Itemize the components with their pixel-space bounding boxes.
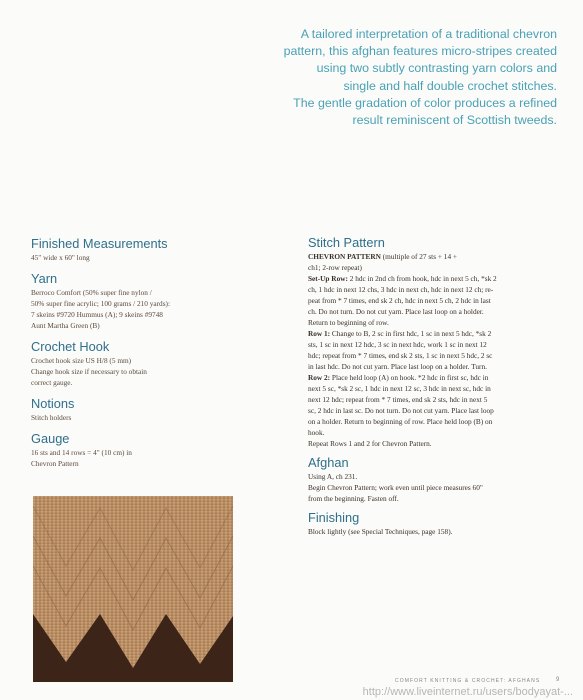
row1-label: Row 1: [308, 329, 331, 338]
intro-line: result reminiscent of Scottish tweeds. [352, 113, 557, 128]
setup-row-label: Set-Up Row: [308, 274, 348, 283]
finished-measurements-text: 45" wide x 60" long [31, 253, 90, 262]
page-number: 9 [556, 677, 560, 683]
yarn-line: Berroco Comfort (50% super fine nylon / [31, 288, 152, 297]
row2-line: sc, 2 hdc in last sc. Do not turn. Do not cut yarn. Place last loop [308, 406, 494, 415]
yarn-section [31, 271, 246, 331]
setup-row-line: ch, 1 hdc in next 12 chs, 3 hdc in next ch, hdc in next 12 ch; re- [308, 285, 494, 294]
afghan-line: Begin Chevron Pattern; work even until piece measures 60" [308, 483, 483, 492]
materials-column [31, 236, 246, 477]
finished-measurements-section [31, 236, 246, 263]
gauge-line: Chevron Pattern [31, 459, 79, 468]
crochet-hook-line: correct gauge. [31, 378, 73, 387]
instructions-column [308, 235, 558, 543]
afghan-line: Using A, ch 231. [308, 472, 358, 481]
chevron-pattern-repeat-note: ch1; 2-row repeat) [308, 263, 362, 272]
intro-line: The gentle gradation of color produces a refined [293, 95, 557, 110]
row2-label: Row 2: [308, 373, 331, 382]
intro-blurb [222, 26, 557, 129]
row2-line: next 12 hdc; repeat from * 7 times, end sk 2 sts, hdc in next 5 [308, 395, 488, 404]
row2-text: Place held loop (A) on hook. *2 hdc in first sc, hdc in [330, 373, 489, 382]
crochet-hook-section [31, 339, 246, 388]
row1-line: sts, 1 sc in next 12 hdc, 3 sc in next hdc, work 1 sc in next 12 [308, 340, 487, 349]
chevron-pattern-multiple: (multiple of 27 sts + 14 + [380, 252, 458, 261]
afghan-section [308, 455, 558, 504]
running-head: COMFORT KNITTING & CROCHET: AFGHANS [395, 678, 541, 684]
finishing-line: Block lightly (see Special Techniques, page 158). [308, 527, 453, 536]
yarn-heading: Yarn [31, 271, 58, 286]
crochet-hook-line: Change hook size if necessary to obtain [31, 367, 147, 376]
afghan-heading: Afghan [308, 455, 349, 470]
intro-line: A tailored interpretation of a traditional chevron [300, 27, 557, 41]
finishing-heading: Finishing [308, 510, 360, 525]
yarn-line: 7 skeins #9720 Hummus (A); 9 skeins #9748 [31, 310, 163, 319]
crochet-hook-line: Crochet hook size US H/8 (5 mm) [31, 356, 132, 365]
gauge-heading: Gauge [31, 431, 70, 446]
finishing-section [308, 510, 558, 537]
notions-line: Stitch holders [31, 413, 72, 422]
stitch-pattern-heading: Stitch Pattern [308, 235, 385, 250]
row2-line: next 5 sc, *sk 2 sc, 1 hdc in next 12 sc, 3 hdc in next sc, hdc in [308, 384, 491, 393]
notions-heading: Notions [31, 396, 75, 411]
afghan-swatch-photo [33, 496, 233, 682]
stitch-pattern-section [308, 235, 558, 449]
gauge-line: 16 sts and 14 rows = 4" (10 cm) in [31, 448, 132, 457]
chevron-pattern-title [308, 251, 558, 262]
row1-line: in last hdc. Do not cut yarn. Place last loop on a holder. Turn. [308, 362, 487, 371]
finished-measurements-heading: Finished Measurements [31, 236, 168, 251]
row1-first-line [308, 328, 558, 339]
intro-line: pattern, this afghan features micro-stripes created [283, 44, 557, 59]
afghan-line: from the beginning. Fasten off. [308, 494, 399, 503]
row2-first-line [308, 372, 558, 383]
setup-row-line: Return to beginning of row. [308, 318, 389, 327]
notions-section [31, 396, 246, 423]
row1-line: hdc; repeat from * 7 times, end sk 2 sts, 1 sc in next 5 hdc, 2 sc [308, 351, 493, 360]
row2-line: hook. [308, 428, 325, 437]
intro-line: using two subtly contrasting yarn colors and [316, 61, 557, 76]
watermark-url: http://www.liveinternet.ru/users/bodyayat-... [362, 686, 573, 698]
row2-line: on a holder. Return to beginning of row. Place held loop (B) on [308, 417, 493, 426]
setup-row-line: peat from * 7 times, end sk 2 ch, hdc in next 5 ch, 2 hdc in last [308, 296, 491, 305]
gauge-section [31, 431, 246, 469]
chevron-afghan-image [33, 496, 233, 682]
setup-row-text: 2 hdc in 2nd ch from hook, hdc in next 5 ch, *sk 2 [347, 274, 497, 283]
setup-row-line: ch. Do not turn. Do not cut yarn. Place last loop on a holder. [308, 307, 484, 316]
repeat-instruction: Repeat Rows 1 and 2 for Chevron Pattern. [308, 439, 432, 448]
chevron-pattern-label: CHEVRON PATTERN [308, 252, 381, 261]
yarn-line: Aunt Martha Green (B) [31, 321, 100, 330]
setup-row-first-line [308, 273, 558, 284]
crochet-hook-heading: Crochet Hook [31, 339, 110, 354]
intro-line: single and half double crochet stitches. [343, 78, 557, 93]
yarn-line: 50% super fine acrylic; 100 grams / 210 yards): [31, 299, 171, 308]
row1-text: Change to B, 2 sc in first hdc, 1 sc in next 5 hdc, *sk 2 [330, 329, 492, 338]
